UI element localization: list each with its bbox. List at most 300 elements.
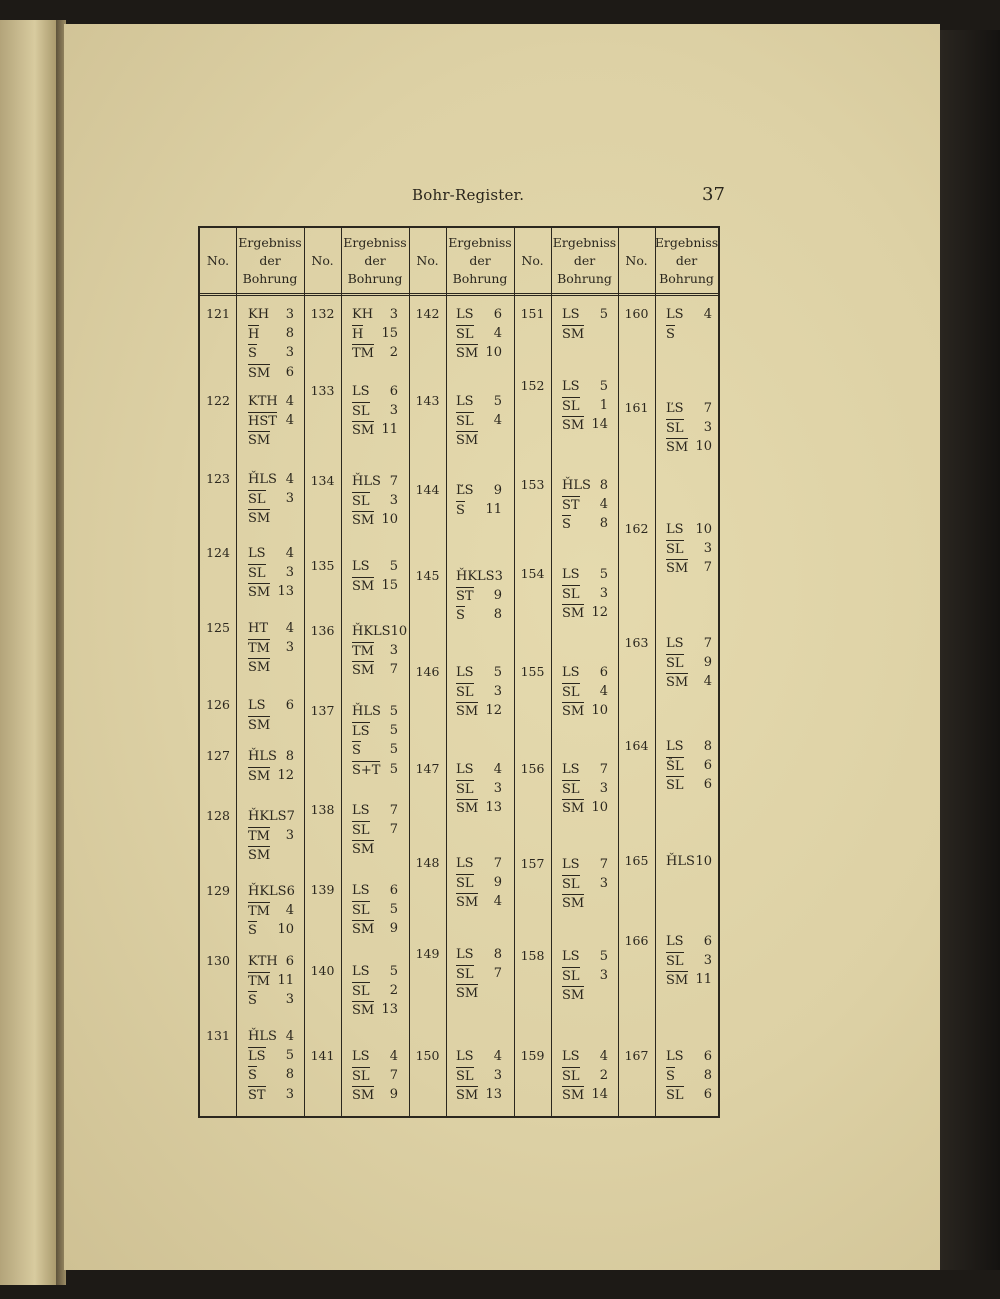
stratum-line: [666, 559, 712, 579]
stratum-thickness: 3: [389, 402, 398, 418]
stratum-line: [352, 840, 398, 860]
stratum-symbol: SL: [666, 540, 684, 560]
stratum-thickness: 12: [485, 703, 502, 718]
stratum-symbol: SM: [248, 716, 270, 736]
boring-number: 153: [520, 477, 545, 492]
stratum-line: [562, 306, 608, 325]
stratum-thickness: 5: [599, 307, 608, 322]
stratum-symbol: SL: [562, 967, 580, 987]
stratum-symbol: SM: [248, 846, 270, 866]
stratum-symbol: SL: [666, 1086, 684, 1106]
boring-number: 126: [206, 697, 230, 712]
stratum-symbol: LS: [456, 394, 474, 409]
stratum-thickness: 5: [493, 394, 502, 409]
header-line: der: [469, 253, 491, 268]
header-line: der: [364, 253, 386, 268]
column-rule: [618, 228, 619, 1116]
stratum-thickness: 13: [485, 800, 502, 815]
header-no: No.: [416, 253, 439, 268]
boring-number: 146: [415, 664, 440, 679]
stratum-symbol: LS: [666, 636, 684, 651]
stratum-line: [248, 325, 294, 345]
stratum-thickness: 7: [599, 762, 608, 777]
boring-number: 141: [310, 1048, 335, 1063]
stratum-line: [352, 982, 398, 1002]
stratum-symbol: SL: [456, 965, 474, 985]
stratum-symbol: LS: [352, 964, 370, 979]
stratum-thickness: 3: [493, 1067, 502, 1083]
boring-number: 134: [310, 473, 335, 488]
stratum-line: [352, 722, 398, 742]
stratum-line: [456, 1086, 502, 1106]
boring-number: 150: [415, 1048, 440, 1063]
boring-result: [562, 378, 608, 436]
stratum-line: [666, 952, 712, 972]
stratum-symbol: ST: [562, 496, 580, 516]
stratum-thickness: 4: [493, 412, 502, 428]
stratum-symbol: TM: [352, 344, 374, 364]
stratum-line: [456, 606, 502, 626]
column-rule: [236, 228, 237, 1116]
header-line: Bohrung: [557, 271, 612, 286]
stratum-thickness: 14: [591, 1087, 608, 1102]
boring-result: [666, 521, 712, 579]
stratum-symbol: SL: [352, 1067, 370, 1087]
stratum-line: [562, 325, 608, 345]
stratum-thickness: 6: [599, 665, 608, 680]
header-line: Bohrung: [452, 271, 508, 286]
stratum-line: [456, 874, 502, 894]
boring-number: 158: [520, 948, 545, 963]
stratum-symbol: LS: [352, 559, 370, 574]
boring-number: 136: [310, 623, 335, 638]
stratum-symbol: LS: [666, 307, 684, 322]
boring-number: 131: [206, 1028, 230, 1043]
stratum-line: [248, 883, 294, 902]
stratum-symbol: LS: [352, 883, 370, 898]
stratum-line: [562, 875, 608, 895]
stratum-symbol: ĽS: [666, 401, 684, 416]
stratum-line: [666, 1086, 712, 1106]
stratum-thickness: 13: [485, 1087, 502, 1102]
stratum-symbol: LS: [456, 307, 474, 322]
boring-result: [666, 1048, 712, 1106]
stratum-line: [456, 568, 502, 587]
stratum-line: [666, 933, 712, 952]
boring-number: 164: [624, 738, 649, 753]
stratum-symbol: LS: [562, 857, 580, 872]
stratum-line: [248, 953, 294, 972]
stratum-line: [248, 564, 294, 584]
stratum-thickness: 4: [285, 394, 294, 409]
stratum-thickness: 4: [285, 472, 294, 487]
stratum-symbol: HST: [248, 412, 277, 432]
stratum-line: [562, 378, 608, 397]
stratum-line: [352, 325, 398, 345]
header-line: Ergebniss: [238, 235, 302, 250]
stratum-thickness: 3: [389, 492, 398, 508]
stratum-symbol: SL: [456, 683, 474, 703]
boring-number: 147: [415, 761, 440, 776]
stratum-line: [666, 738, 712, 757]
stratum-line: [456, 683, 502, 703]
stratum-thickness: 8: [285, 1067, 294, 1082]
page-number: 37: [702, 184, 725, 205]
stratum-symbol: ST: [456, 587, 474, 607]
stratum-line: [666, 325, 712, 345]
stratum-line: [666, 521, 712, 540]
stratum-thickness: 9: [703, 654, 712, 670]
stratum-symbol: Ľ̌S: [456, 483, 474, 498]
boring-result: [248, 953, 294, 1011]
boring-number: 166: [624, 933, 649, 948]
stratum-thickness: 5: [389, 742, 398, 757]
stratum-thickness: 5: [493, 665, 502, 680]
stratum-symbol: SL: [562, 683, 580, 703]
stratum-thickness: 4: [285, 621, 294, 636]
stratum-line: [562, 948, 608, 967]
boring-number: 122: [206, 393, 230, 408]
stratum-symbol: SL: [248, 564, 266, 584]
stratum-symbol: LS: [248, 546, 266, 561]
stratum-line: [562, 515, 608, 535]
stratum-symbol: S: [666, 325, 675, 345]
stratum-thickness: 6: [703, 757, 712, 773]
stratum-symbol: ȞKLS: [248, 884, 287, 899]
stratum-line: [562, 566, 608, 585]
stratum-thickness: 3: [285, 564, 294, 580]
stratum-thickness: 3: [703, 540, 712, 556]
stratum-thickness: 10: [591, 800, 608, 815]
column-rule: [655, 228, 656, 1116]
stratum-line: [248, 344, 294, 364]
stratum-thickness: 6: [286, 884, 295, 899]
stratum-thickness: 7: [389, 803, 398, 818]
stratum-line: [456, 306, 502, 325]
stratum-thickness: 6: [703, 934, 712, 949]
boring-result: [666, 933, 712, 991]
stratum-thickness: 4: [285, 412, 294, 428]
stratum-line: [666, 400, 712, 419]
stratum-thickness: 5: [389, 761, 398, 777]
stratum-thickness: 3: [703, 419, 712, 435]
stratum-thickness: 9: [389, 921, 398, 936]
stratum-symbol: LS: [562, 1049, 580, 1064]
boring-number: 125: [206, 620, 230, 635]
stratum-symbol: LS: [562, 567, 580, 582]
boring-number: 162: [624, 521, 649, 536]
stratum-thickness: 7: [703, 401, 712, 416]
boring-result: [456, 306, 502, 364]
stratum-thickness: 11: [485, 501, 502, 517]
boring-number: 143: [415, 393, 440, 408]
stratum-symbol: ȞLS: [248, 1029, 277, 1044]
boring-result: [562, 856, 608, 914]
stratum-line: [248, 991, 294, 1011]
header-line: Bohrung: [659, 271, 714, 286]
stratum-thickness: 13: [381, 1002, 398, 1017]
stratum-line: [248, 509, 294, 529]
book-cover-edge: [940, 30, 1000, 1270]
stratum-symbol: SL: [456, 412, 474, 432]
boring-result: [352, 306, 398, 364]
boring-result: [666, 853, 712, 872]
stratum-symbol: KH: [352, 307, 374, 322]
stratum-thickness: 4: [703, 307, 712, 322]
stratum-thickness: 6: [285, 954, 294, 969]
boring-number: 160: [624, 306, 649, 321]
stratum-symbol: S: [352, 741, 361, 761]
column-rule: [304, 228, 305, 1116]
header-no: No.: [521, 253, 544, 268]
stratum-symbol: TM: [248, 972, 270, 992]
stratum-thickness: 11: [277, 972, 294, 988]
stratum-thickness: 6: [389, 384, 398, 399]
stratum-line: [456, 393, 502, 412]
stratum-symbol: SM: [456, 431, 478, 451]
stratum-symbol: S: [248, 344, 257, 364]
stratum-symbol: ȞLS: [248, 749, 277, 764]
stratum-symbol: SM: [456, 702, 478, 722]
stratum-thickness: 3: [285, 639, 294, 655]
stratum-thickness: 3: [494, 569, 503, 584]
stratum-thickness: 5: [389, 704, 398, 719]
stratum-symbol: LS: [562, 949, 580, 964]
stratum-thickness: 5: [285, 1047, 294, 1063]
stratum-symbol: SM: [248, 431, 270, 451]
stratum-thickness: 7: [493, 856, 502, 871]
stratum-symbol: SL: [352, 821, 370, 841]
stratum-thickness: 3: [493, 683, 502, 699]
stratum-thickness: 4: [285, 1029, 294, 1044]
stratum-thickness: 5: [389, 722, 398, 738]
stratum-thickness: 2: [599, 1067, 608, 1083]
stratum-line: [352, 901, 398, 921]
boring-result: [562, 948, 608, 1006]
stratum-line: [562, 1048, 608, 1067]
stratum-symbol: SL: [562, 397, 580, 417]
stratum-thickness: 7: [599, 857, 608, 872]
stratum-thickness: 10: [591, 703, 608, 718]
stratum-line: [352, 402, 398, 422]
stratum-line: [352, 642, 398, 662]
stratum-thickness: 5: [389, 901, 398, 917]
stratum-thickness: 6: [703, 777, 712, 792]
stratum-line: [666, 757, 712, 777]
bohr-register-table: [198, 226, 720, 1118]
stratum-line: [352, 1086, 398, 1106]
boring-number: 137: [310, 703, 335, 718]
stratum-symbol: SL: [456, 874, 474, 894]
stratum-thickness: 5: [599, 379, 608, 394]
boring-number: 142: [415, 306, 440, 321]
stratum-thickness: 14: [591, 417, 608, 432]
stratum-line: [248, 412, 294, 432]
boring-result: [666, 635, 712, 693]
header-ergebniss: [236, 228, 304, 294]
stratum-thickness: 3: [285, 992, 294, 1007]
boring-number: 154: [520, 566, 545, 581]
boring-result: [352, 473, 398, 531]
boring-result: [456, 664, 502, 722]
stratum-symbol: SM: [248, 658, 270, 678]
stratum-thickness: 8: [493, 607, 502, 622]
stratum-thickness: 4: [285, 902, 294, 918]
stratum-symbol: SL: [248, 490, 266, 510]
stratum-symbol: S: [248, 991, 257, 1011]
stratum-line: [352, 344, 398, 364]
boring-result: [352, 963, 398, 1021]
column-rule: [446, 228, 447, 1116]
stratum-symbol: LS: [352, 384, 370, 399]
stratum-thickness: 9: [493, 587, 502, 603]
stratum-symbol: LS: [666, 1049, 684, 1064]
stratum-symbol: ŠL: [666, 757, 684, 777]
header-line: der: [573, 253, 596, 268]
stratum-line: [248, 364, 294, 384]
stratum-thickness: 7: [493, 965, 502, 981]
stratum-line: [248, 808, 294, 827]
stratum-line: [666, 306, 712, 325]
stratum-line: [352, 473, 398, 492]
stratum-symbol: LS: [456, 665, 474, 680]
stratum-symbol: SM: [666, 673, 688, 693]
stratum-symbol: S: [248, 1066, 257, 1086]
stratum-line: [248, 393, 294, 412]
boring-number: 163: [624, 635, 649, 650]
boring-number: 159: [520, 1048, 545, 1063]
stratum-symbol: LS: [248, 698, 266, 713]
boring-result: [562, 664, 608, 722]
stratum-line: [666, 540, 712, 560]
stratum-symbol: SL: [666, 654, 684, 674]
stratum-symbol: LS: [666, 934, 684, 949]
stratum-symbol: KH: [248, 307, 270, 322]
stratum-line: [562, 664, 608, 683]
stratum-thickness: 4: [493, 1049, 502, 1064]
boring-number: 165: [624, 853, 649, 868]
stratum-line: [352, 741, 398, 761]
stratum-symbol: SM: [562, 416, 584, 436]
stratum-thickness: 3: [599, 967, 608, 983]
stratum-line: [562, 585, 608, 605]
stratum-line: [352, 492, 398, 512]
stratum-line: [666, 971, 712, 991]
stratum-thickness: 2: [389, 982, 398, 998]
stratum-thickness: 7: [703, 560, 712, 575]
stratum-symbol: SL: [352, 901, 370, 921]
stratum-thickness: 4: [493, 894, 502, 909]
stratum-thickness: 7: [389, 821, 398, 837]
stratum-line: [248, 583, 294, 603]
stratum-line: [562, 856, 608, 875]
stratum-thickness: 8: [599, 478, 608, 493]
stratum-symbol: LS: [248, 1047, 266, 1067]
stratum-symbol: SM: [456, 984, 478, 1004]
boring-result: [456, 482, 502, 520]
header-no: No.: [206, 253, 230, 268]
stratum-line: [666, 673, 712, 693]
stratum-thickness: 5: [599, 949, 608, 964]
boring-result: [248, 393, 294, 451]
boring-result: [248, 883, 294, 941]
stratum-symbol: LS: [352, 722, 370, 742]
stratum-line: [562, 967, 608, 987]
facing-page-edge: [0, 20, 58, 1285]
stratum-symbol: SL: [666, 419, 684, 439]
boring-number: 140: [310, 963, 335, 978]
stratum-symbol: SM: [352, 511, 374, 531]
stratum-symbol: HT: [248, 621, 269, 636]
boring-number: 132: [310, 306, 335, 321]
stratum-thickness: 10: [485, 345, 502, 360]
stratum-line: [248, 658, 294, 678]
boring-result: [248, 748, 294, 786]
boring-result: [352, 1048, 398, 1106]
boring-number: 121: [206, 306, 230, 321]
stratum-symbol: SM: [352, 840, 374, 860]
header-no: No.: [625, 253, 648, 268]
stratum-line: [352, 802, 398, 821]
stratum-line: [456, 325, 502, 345]
stratum-symbol: KTH: [248, 394, 278, 409]
stratum-line: [456, 799, 502, 819]
stratum-thickness: 4: [599, 1049, 608, 1064]
stratum-line: [352, 306, 398, 325]
stratum-line: [562, 986, 608, 1006]
stratum-line: [352, 963, 398, 982]
stratum-line: [352, 623, 408, 642]
stratum-thickness: 3: [285, 827, 294, 843]
boring-result: [666, 306, 712, 344]
stratum-thickness: 4: [389, 1049, 398, 1064]
boring-number: 156: [520, 761, 545, 776]
stratum-line: [456, 984, 502, 1004]
stratum-symbol: S: [456, 501, 465, 521]
stratum-thickness: 5: [389, 964, 398, 979]
stratum-thickness: 4: [493, 762, 502, 777]
stratum-symbol: SM: [562, 1086, 584, 1106]
stratum-line: [248, 490, 294, 510]
stratum-symbol: SM: [456, 799, 478, 819]
header-ergebniss: [446, 228, 514, 294]
stratum-line: [352, 577, 398, 597]
header-ergebniss: [551, 228, 618, 294]
stratum-thickness: 7: [389, 1067, 398, 1083]
stratum-symbol: LS: [562, 665, 580, 680]
stratum-thickness: 6: [703, 1049, 712, 1064]
stratum-thickness: 8: [493, 947, 502, 962]
stratum-line: [456, 344, 502, 364]
stratum-line: [456, 761, 502, 780]
stratum-line: [248, 1028, 294, 1047]
stratum-line: [666, 1067, 712, 1087]
stratum-symbol: TM: [352, 642, 374, 662]
stratum-thickness: 12: [591, 605, 608, 620]
stratum-symbol: ȞKLS: [248, 809, 287, 824]
boring-result: [248, 306, 294, 383]
boring-number: 133: [310, 383, 335, 398]
stratum-thickness: 6: [389, 883, 398, 898]
stratum-thickness: 3: [599, 585, 608, 601]
stratum-symbol: SM: [666, 971, 688, 991]
boring-number: 129: [206, 883, 230, 898]
stratum-thickness: 7: [703, 636, 712, 651]
stratum-symbol: SM: [248, 364, 270, 384]
boring-result: [456, 855, 502, 913]
stratum-line: [562, 416, 608, 436]
stratum-line: [352, 920, 398, 940]
